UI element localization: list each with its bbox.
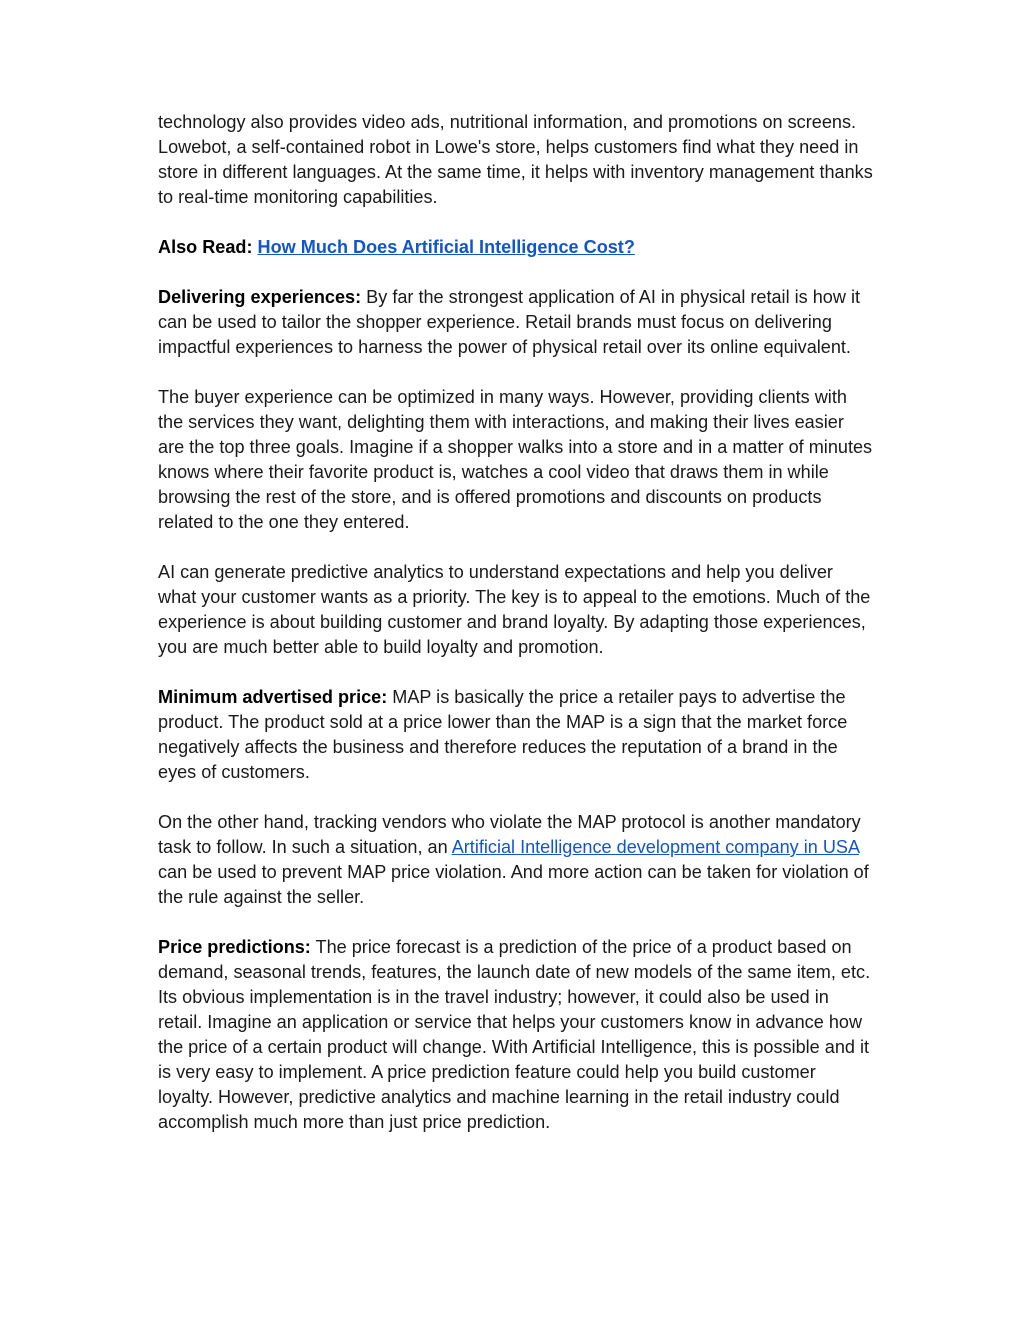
also-read-link[interactable]: How Much Does Artificial Intelligence Cost? <box>257 237 635 257</box>
paragraph-minimum-advertised-price <box>158 685 874 785</box>
document-page <box>158 110 874 1160</box>
paragraph-price-predictions <box>158 935 874 1135</box>
heading-price-predictions: Price predictions: <box>158 937 311 957</box>
text-tracking-before: On the other hand, tracking vendors who violate the MAP protocol is another mandatory task to follow. In such a situation, an <box>158 812 861 857</box>
paragraph-delivering-experiences <box>158 285 874 360</box>
also-read-line <box>158 235 874 260</box>
ai-development-company-link[interactable]: Artificial Intelligence development company in USA <box>451 837 860 857</box>
paragraph-technology: technology also provides video ads, nutritional information, and promotions on screens. Lowebot, a self-contained robot in Lowe's store, helps customers find what they need in store in different languages. At the same time, it helps with inventory management thanks to real-time monitoring capabilities. <box>158 112 873 207</box>
paragraph-ai-predictive: AI can generate predictive analytics to understand expectations and help you deliver what your customer wants as a priority. The key is to appeal to the emotions. Much of the experience is about building customer and brand loyalty. By adapting those experiences, you are much better able to build loyalty and promotion. <box>158 562 871 657</box>
text-tracking-after: can be used to prevent MAP price violation. And more action can be taken for violation of the rule against the seller. <box>158 862 869 907</box>
also-read-label: Also Read: <box>158 237 258 257</box>
heading-minimum-advertised-price: Minimum advertised price: <box>158 687 388 707</box>
heading-delivering-experiences: Delivering experiences: <box>158 287 362 307</box>
paragraph-buyer-experience: The buyer experience can be optimized in many ways. However, providing clients with the services they want, delighting them with interactions, and making their lives easier are the top three goals. Imagine if a shopper walks into a store and in a matter of minutes knows where their favorite product is, watches a cool video that draws them in while browsing the rest of the store, and is offered promotions and discounts on products related to the one they entered. <box>158 387 873 532</box>
paragraph-tracking-vendors <box>158 810 874 910</box>
text-delivering-experiences: By far the strongest application of AI in physical retail is how it can be used to tailor the shopper experience. Retail brands must focus on delivering impactful experiences to harness the power of physical retail over its online equivalent. <box>158 287 860 357</box>
text-price-predictions: The price forecast is a prediction of the price of a product based on demand, seasonal trends, features, the launch date of new models of the same item, etc. Its obvious implementation is in the travel industry; however, it could also be used in retail. Imagine an application or service that helps your customers know in advance how the price of a certain product will change. With Artificial Intelligence, this is possible and it is very easy to implement. A price prediction feature could help you build customer loyalty. However, predictive analytics and machine learning in the retail industry could accomplish much more than just price prediction. <box>158 937 871 1132</box>
text-minimum-advertised-price: MAP is basically the price a retailer pays to advertise the product. The product sold at a price lower than the MAP is a sign that the market force negatively affects the business and therefore reduces the reputation of a brand in the eyes of customers. <box>158 687 848 782</box>
